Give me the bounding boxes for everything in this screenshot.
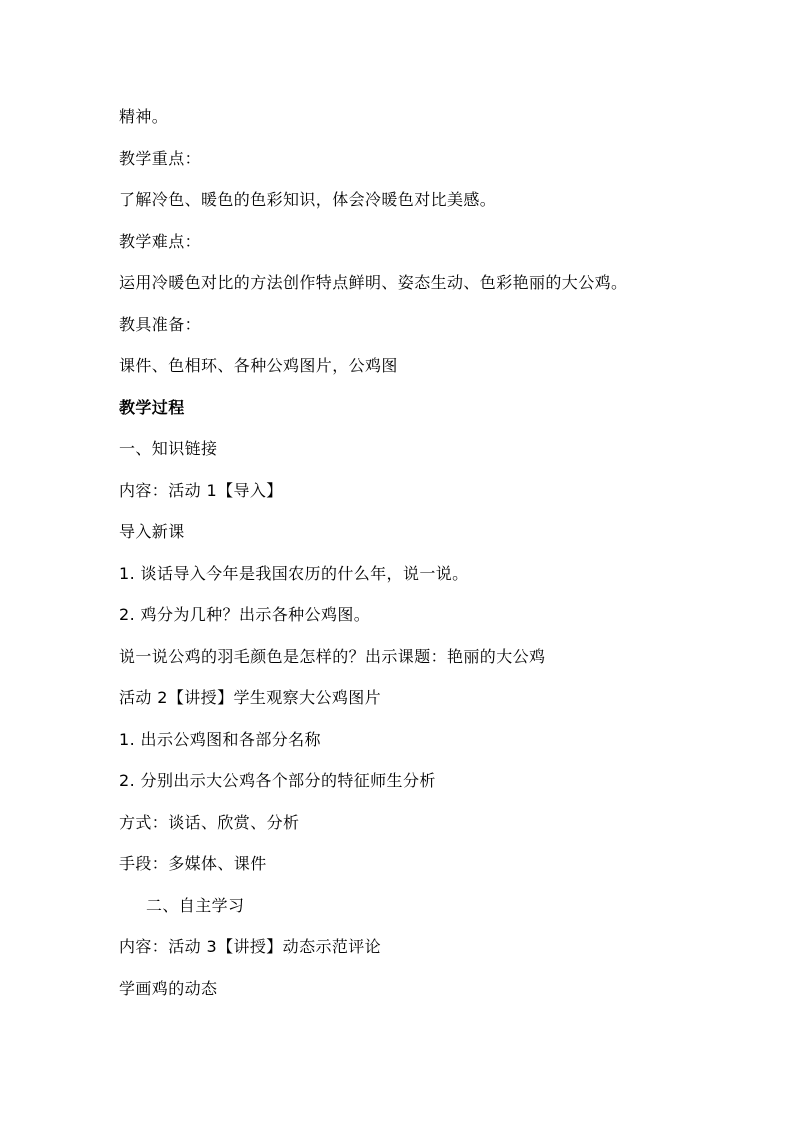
activity-2-title: 活动 2【讲授】学生观察大公鸡图片 (119, 688, 382, 707)
activity-3-title: 内容：活动 3【讲授】动态示范评论 (119, 937, 382, 956)
text-line-continuation: 精神。 (119, 107, 169, 126)
text-learn-dynamics: 学画鸡的动态 (119, 979, 218, 998)
list-item-2b: 2. 分别出示大公鸡各个部分的特征师生分析 (119, 771, 436, 790)
list-item-1b: 1. 出示公鸡图和各部分名称 (119, 730, 321, 749)
section-self-study: 二、自主学习 (146, 896, 245, 915)
text-teaching-aids: 课件、色相环、各种公鸡图片，公鸡图 (119, 356, 398, 375)
text-means: 手段：多媒体、课件 (119, 854, 267, 873)
heading-teaching-process: 教学过程 (119, 398, 185, 417)
activity-1-title: 内容：活动 1【导入】 (119, 481, 283, 500)
text-method: 方式：谈话、欣赏、分析 (119, 813, 300, 832)
section-knowledge-link: 一、知识链接 (119, 439, 218, 458)
text-feather-color: 说一说公鸡的羽毛颜色是怎样的？出示课题：艳丽的大公鸡 (119, 647, 546, 666)
heading-teaching-aids: 教具准备： (119, 315, 202, 334)
list-item-2: 2. 鸡分为几种？出示各种公鸡图。 (119, 605, 371, 624)
text-teaching-focus: 了解冷色、暖色的色彩知识，体会冷暖色对比美感。 (119, 190, 497, 209)
text-teaching-difficulty: 运用冷暖色对比的方法创作特点鲜明、姿态生动、色彩艳丽的大公鸡。 (119, 273, 628, 292)
heading-teaching-difficulty: 教学难点： (119, 232, 202, 251)
text-introduce-lesson: 导入新课 (119, 522, 185, 541)
heading-teaching-focus: 教学重点： (119, 149, 202, 168)
list-item-1: 1. 谈话导入今年是我国农历的什么年，说一说。 (119, 564, 469, 583)
